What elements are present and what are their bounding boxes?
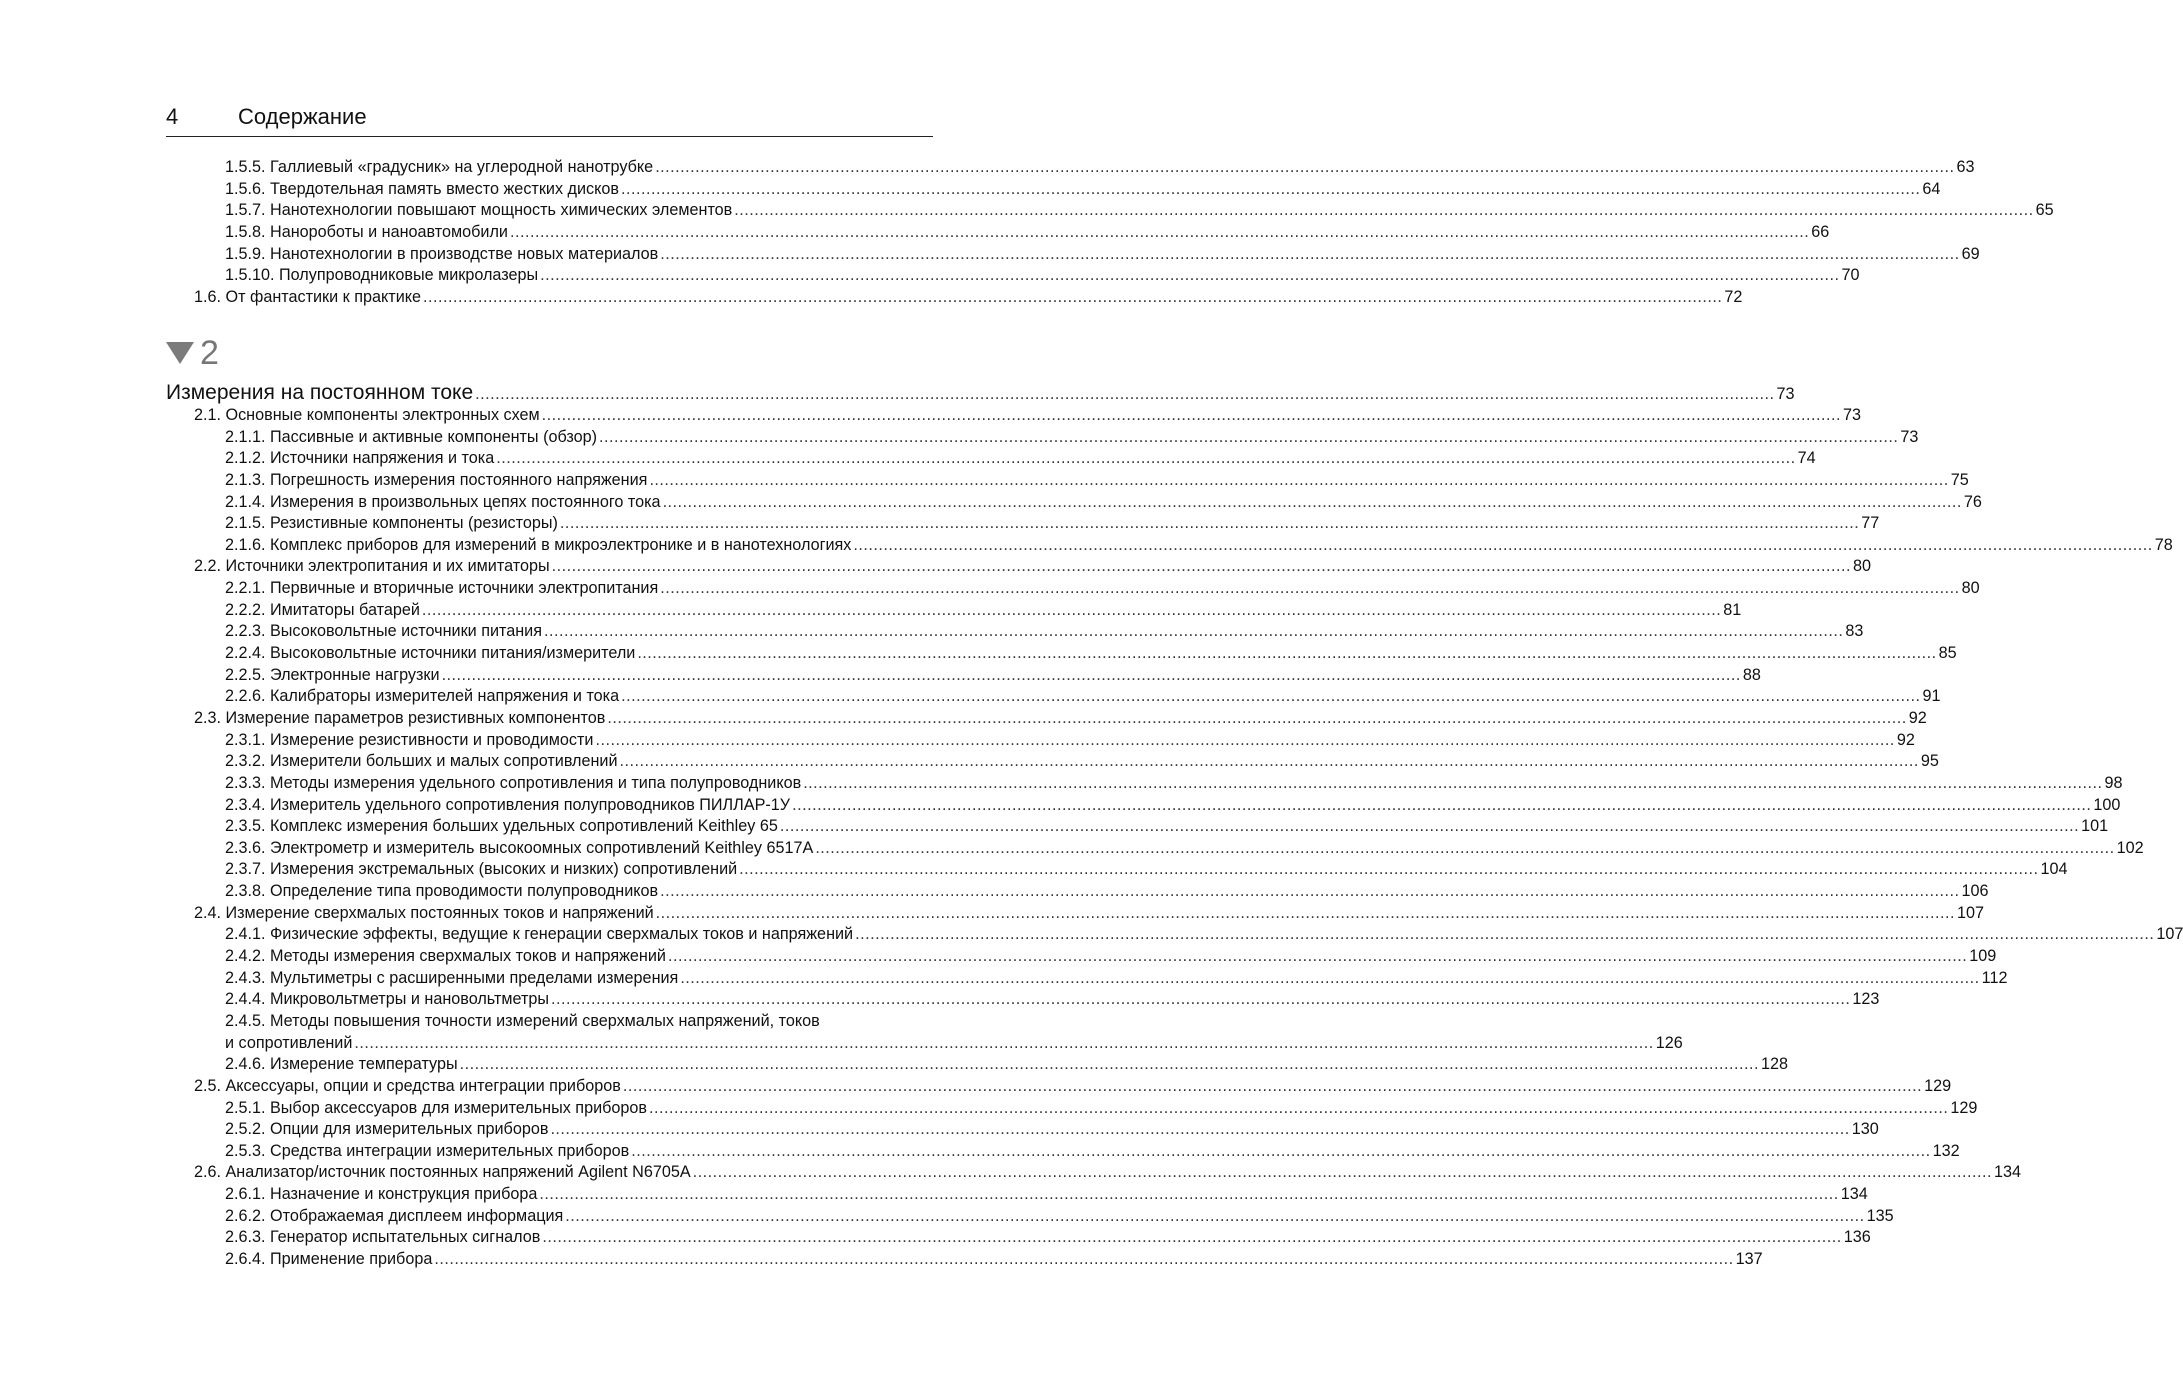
toc-dot-leader: [655, 157, 1954, 179]
toc-entry[interactable]: [166, 287, 1743, 309]
toc-entry[interactable]: [166, 470, 1969, 492]
toc-entry[interactable]: [166, 244, 1980, 266]
toc-entry[interactable]: [166, 200, 2054, 222]
toc-dot-leader: [475, 382, 1774, 406]
toc-entry-title: 2.4.1. Физические эффекты, ведущие к генерации сверхмалых токов и напряжений: [225, 925, 854, 944]
toc-entry-page: 106: [1961, 882, 1989, 901]
toc-entry-page: 100: [2093, 795, 2121, 814]
toc-entry-title: 2.6.4. Применение прибора: [225, 1249, 433, 1268]
toc-entry[interactable]: [166, 708, 1927, 730]
toc-dot-leader: [540, 265, 1839, 287]
toc-dot-leader: [442, 665, 1741, 687]
toc-dot-leader: [649, 470, 1948, 492]
toc-entry-page: 123: [1852, 990, 1880, 1009]
toc-dot-leader: [539, 1184, 1838, 1206]
toc-entry-title: 2.1.4. Измерения в произвольных цепях постоянного тока: [225, 492, 661, 511]
toc-dot-leader: [423, 287, 1722, 309]
toc-entry[interactable]: [166, 730, 1915, 752]
toc-entry-title: 2.4.2. Методы измерения сверхмалых токов и напряжений: [225, 947, 666, 966]
toc-entry-page: 104: [2040, 860, 2068, 879]
toc-entry-title: 2.3.1. Измерение резистивности и проводимости: [225, 730, 594, 749]
toc-entry-page: 109: [1969, 947, 1997, 966]
toc-entry-page: 63: [1956, 158, 1975, 176]
toc-entry-page: 70: [1841, 266, 1860, 285]
toc-entry-title: 2.3.7. Измерения экстремальных (высоких и низких) сопротивлений: [225, 860, 738, 879]
toc-dot-leader: [853, 535, 2152, 557]
toc-entry-title: 2.1.6. Комплекс приборов для измерений в микроэлектронике и в нанотехнологиях: [225, 535, 852, 554]
toc-dot-leader: [668, 946, 1967, 968]
toc-entry-title: 2.4.4. Микровольтметры и нановольтметры: [225, 990, 550, 1009]
toc-entry-page: 98: [2104, 773, 2123, 792]
toc-entry-title: 2.5.3. Средства интеграции измерительных приборов: [225, 1141, 630, 1160]
toc-entry[interactable]: [166, 1011, 933, 1033]
toc-entry-title: 2.3.2. Измерители больших и малых сопротивлений: [225, 752, 618, 771]
toc-entry-page: 65: [2035, 201, 2054, 220]
toc-entry-title: 2.3.8. Определение типа проводимости полупроводников: [225, 882, 659, 901]
toc-entry[interactable]: [166, 1098, 1978, 1120]
toc-dot-leader: [551, 989, 1850, 1011]
toc-entry-title: 2.6.3. Генератор испытательных сигналов: [225, 1228, 541, 1247]
toc-entry[interactable]: [166, 556, 1871, 578]
toc-dot-leader: [637, 643, 1936, 665]
toc-entry[interactable]: [166, 1054, 1788, 1076]
toc-entry[interactable]: [166, 1184, 1868, 1206]
toc-entry-title: 2.2.4. Высоковольтные источники питания/измерители: [225, 644, 636, 663]
toc-entry-title: 2.2.3. Высоковольтные источники питания: [225, 622, 542, 641]
toc-entry-page: 74: [1797, 449, 1816, 468]
toc-entry[interactable]: [166, 427, 1919, 449]
toc-entry-title: 2.1.5. Резистивные компоненты (резисторы): [225, 514, 558, 533]
toc-dot-leader: [792, 795, 2091, 817]
toc-entry-title: 2.3.4. Измеритель удельного сопротивления полупроводников ПИЛЛАР-1У: [225, 795, 791, 814]
toc-entry[interactable]: [166, 492, 1982, 514]
toc-entry[interactable]: [166, 665, 1761, 687]
toc-dot-leader: [607, 708, 1906, 730]
toc-dot-leader: [550, 1119, 1849, 1141]
toc-entry-page: 107: [2156, 925, 2183, 944]
toc-entry[interactable]: [166, 903, 1985, 925]
toc-dot-leader: [734, 200, 2033, 222]
toc-dot-leader: [660, 881, 1959, 903]
toc-entry[interactable]: [166, 222, 1830, 244]
toc-entry[interactable]: [166, 1141, 1960, 1163]
toc-entry[interactable]: [166, 1076, 1952, 1098]
toc-entry[interactable]: [166, 816, 2109, 838]
toc-entry-title: Измерения на постоянном токе: [166, 381, 474, 404]
toc-entry-page: 83: [1845, 622, 1864, 641]
toc-entry[interactable]: [166, 265, 1860, 287]
toc-entry-title: 1.5.8. Нанороботы и наноавтомобили: [225, 222, 508, 241]
chapter-marker: [166, 335, 219, 371]
toc-entry-page: 92: [1896, 730, 1915, 749]
toc-dot-leader: [599, 427, 1898, 449]
toc-dot-leader: [621, 179, 1920, 201]
toc-entry-title: 2.3. Измерение параметров резистивных компонентов: [194, 708, 606, 727]
toc-entry-page: 91: [1922, 687, 1941, 706]
toc-entry-page: 66: [1811, 222, 1830, 241]
toc-dot-leader: [680, 968, 1979, 990]
toc-entry[interactable]: [166, 946, 1997, 968]
toc-dot-leader: [663, 492, 1962, 514]
toc-entry[interactable]: [166, 989, 1880, 1011]
toc-entry-page: 135: [1866, 1206, 1894, 1225]
toc-entry-page: 80: [1961, 579, 1980, 598]
toc-chapter-list: [166, 381, 2183, 1271]
toc-entry[interactable]: [166, 881, 1989, 903]
toc-entry-page: 129: [1950, 1098, 1978, 1117]
toc-entry-title: 2.2.5. Электронные нагрузки: [225, 665, 440, 684]
toc-dot-leader: [855, 924, 2154, 946]
toc-entry-title: 2.2.6. Калибраторы измерителей напряжения и тока: [225, 687, 620, 706]
toc-entry-title: 2.5.1. Выбор аксессуаров для измерительных приборов: [225, 1098, 647, 1117]
toc-entry-title: 2.3.3. Методы измерения удельного сопротивления и типа полупроводников: [225, 773, 802, 792]
toc-entry[interactable]: [166, 838, 2144, 860]
toc-entry[interactable]: [166, 1119, 1879, 1141]
toc-entry-page: 134: [1993, 1163, 2021, 1182]
toc-entry-page: 80: [1852, 557, 1871, 576]
toc-entry-title: 2.1.2. Источники напряжения и тока: [225, 449, 495, 468]
toc-entry[interactable]: [166, 751, 1939, 773]
toc-dot-leader: [693, 1162, 1992, 1184]
toc-entry-page: 64: [1922, 179, 1941, 198]
toc-entry-title: 2.2.1. Первичные и вторичные источники электропитания: [225, 579, 659, 598]
toc-entry-page: 102: [2116, 838, 2144, 857]
toc-dot-leader: [565, 1206, 1864, 1228]
toc-entry[interactable]: [166, 578, 1980, 600]
toc-entry-page: 134: [1840, 1185, 1868, 1204]
toc-dot-leader: [544, 621, 1843, 643]
toc-entry-title: 2.4. Измерение сверхмалых постоянных токов и напряжений: [194, 903, 654, 922]
toc-entry-page: 88: [1742, 665, 1761, 684]
toc-entry[interactable]: [166, 968, 2008, 990]
toc-dot-leader: [631, 1141, 1930, 1163]
toc-dot-leader: [656, 903, 1955, 925]
toc-entry-page: 78: [2154, 535, 2173, 554]
toc-entry-page: 95: [1920, 752, 1939, 771]
toc-dot-leader: [780, 816, 2079, 838]
toc-dot-leader: [803, 773, 2102, 795]
toc-dot-leader: [434, 1249, 1733, 1271]
triangle-down-icon: [166, 342, 194, 364]
toc-entry-title: 1.6. От фантастики к практике: [194, 287, 422, 306]
toc-entry[interactable]: [166, 924, 2183, 946]
toc-entry-page: 132: [1932, 1141, 1960, 1160]
toc-dot-leader: [621, 686, 1920, 708]
toc-entry-page: 128: [1760, 1055, 1788, 1074]
page-header: [166, 103, 933, 137]
toc-entry-page: 72: [1724, 287, 1743, 306]
toc-dot-leader: [542, 405, 1841, 427]
toc-entry[interactable]: [166, 1162, 2021, 1184]
page-number: 4: [166, 104, 179, 129]
toc-dot-leader: [354, 1033, 1653, 1055]
toc-entry-page: 73: [1843, 406, 1862, 424]
toc-entry-title: 2.1. Основные компоненты электронных схем: [194, 406, 540, 424]
toc-dot-leader: [560, 513, 1859, 535]
toc-previous-chapter-list: [166, 157, 2054, 308]
toc-entry-page: 85: [1938, 644, 1957, 663]
toc-dot-leader: [815, 838, 2114, 860]
toc-entry-page: 92: [1908, 708, 1927, 727]
toc-entry-title: 2.3.6. Электрометр и измеритель высокоомных сопротивлений Keithley 6517A: [225, 838, 814, 857]
toc-entry[interactable]: [166, 513, 1880, 535]
toc-entry[interactable]: [166, 795, 2121, 817]
toc-entry-page: 77: [1861, 514, 1880, 533]
toc-entry-page: 73: [1776, 385, 1795, 403]
toc-entry[interactable]: [166, 1206, 1894, 1228]
toc-dot-leader: [649, 1098, 1948, 1120]
toc-entry[interactable]: [166, 686, 1941, 708]
toc-entry-title: 2.1.1. Пассивные и активные компоненты (обзор): [225, 427, 598, 446]
toc-entry-page: 136: [1843, 1228, 1871, 1247]
toc-entry[interactable]: [166, 405, 1862, 427]
toc-entry-title: и сопротивлений: [225, 1033, 353, 1052]
toc-entry-page: 81: [1723, 600, 1742, 619]
toc-entry-page: 73: [1900, 427, 1919, 446]
toc-entry-title: 2.2.2. Имитаторы батарей: [225, 600, 420, 619]
toc-entry-page: 137: [1735, 1249, 1763, 1268]
toc-entry-title: 2.6.2. Отображаемая дисплеем информация: [225, 1206, 564, 1225]
toc-entry[interactable]: [166, 859, 2068, 881]
toc-dot-leader: [422, 600, 1721, 622]
toc-entry-title: 1.5.6. Твердотельная память вместо жестких дисков: [225, 179, 619, 198]
toc-dot-leader: [660, 244, 1959, 266]
toc-entry-title: 2.4.5. Методы повышения точности измерений сверхмалых напряжений, токов: [225, 1011, 820, 1030]
toc-entry-page: 130: [1851, 1120, 1879, 1139]
toc-dot-leader: [542, 1227, 1841, 1249]
toc-entry-title: 2.4.3. Мультиметры с расширенными пределами измерения: [225, 968, 679, 987]
toc-entry[interactable]: [166, 773, 2123, 795]
toc-entry-title: 2.1.3. Погрешность измерения постоянного напряжения: [225, 470, 648, 489]
toc-entry-title: 2.6. Анализатор/источник постоянных напряжений Agilent N6705A: [194, 1163, 691, 1182]
toc-entry-title: 2.6.1. Назначение и конструкция прибора: [225, 1185, 538, 1204]
toc-dot-leader: [739, 859, 2038, 881]
running-title: Содержание: [238, 104, 367, 129]
toc-dot-leader: [620, 751, 1919, 773]
toc-dot-leader: [623, 1076, 1922, 1098]
toc-entry[interactable]: [166, 643, 1957, 665]
toc-dot-leader: [510, 222, 1809, 244]
toc-entry[interactable]: [166, 535, 2173, 557]
toc-entry[interactable]: [166, 179, 1941, 201]
toc-entry-title: 2.5. Аксессуары, опции и средства интеграции приборов: [194, 1076, 621, 1095]
toc-dot-leader: [496, 448, 1795, 470]
toc-entry-page: 112: [1981, 968, 2008, 987]
toc-entry-page: 75: [1950, 470, 1969, 489]
toc-entry-page: 107: [1957, 903, 1985, 922]
chapter-number: 2: [200, 334, 219, 372]
toc-entry[interactable]: [166, 621, 1864, 643]
toc-dot-leader: [460, 1054, 1759, 1076]
toc-entry[interactable]: [166, 448, 1816, 470]
toc-entry-page: 129: [1924, 1076, 1952, 1095]
toc-entry-title: 2.4.6. Измерение температуры: [225, 1055, 458, 1074]
toc-entry-page: 76: [1963, 492, 1982, 511]
toc-dot-leader: [660, 578, 1959, 600]
toc-entry-title: 2.2. Источники электропитания и их имитаторы: [194, 557, 550, 576]
toc-entry-title: 2.5.2. Опции для измерительных приборов: [225, 1120, 549, 1139]
toc-entry-title: 1.5.5. Галлиевый «градусник» на углеродной нанотрубке: [225, 158, 654, 176]
toc-dot-leader: [595, 730, 1894, 752]
toc-entry[interactable]: [166, 600, 1742, 622]
toc-entry-page: 126: [1655, 1033, 1683, 1052]
toc-dot-leader: [552, 556, 1851, 578]
toc-entry[interactable]: [166, 1249, 1763, 1271]
toc-entry-title: 1.5.10. Полупроводниковые микролазеры: [225, 266, 539, 285]
toc-entry-title: 1.5.9. Нанотехнологии в производстве новых материалов: [225, 244, 659, 263]
toc-entry-page: 101: [2081, 817, 2109, 836]
toc-entry-title: 2.3.5. Комплекс измерения больших удельных сопротивлений Keithley 65: [225, 817, 778, 836]
toc-entry[interactable]: [166, 157, 1975, 179]
toc-entry-title: 1.5.7. Нанотехнологии повышают мощность химических элементов: [225, 201, 733, 220]
toc-entry[interactable]: [166, 1227, 1871, 1249]
toc-chapter-title[interactable]: [166, 381, 1795, 405]
toc-entry[interactable]: [166, 1033, 1683, 1055]
toc-entry-page: 69: [1961, 244, 1980, 263]
